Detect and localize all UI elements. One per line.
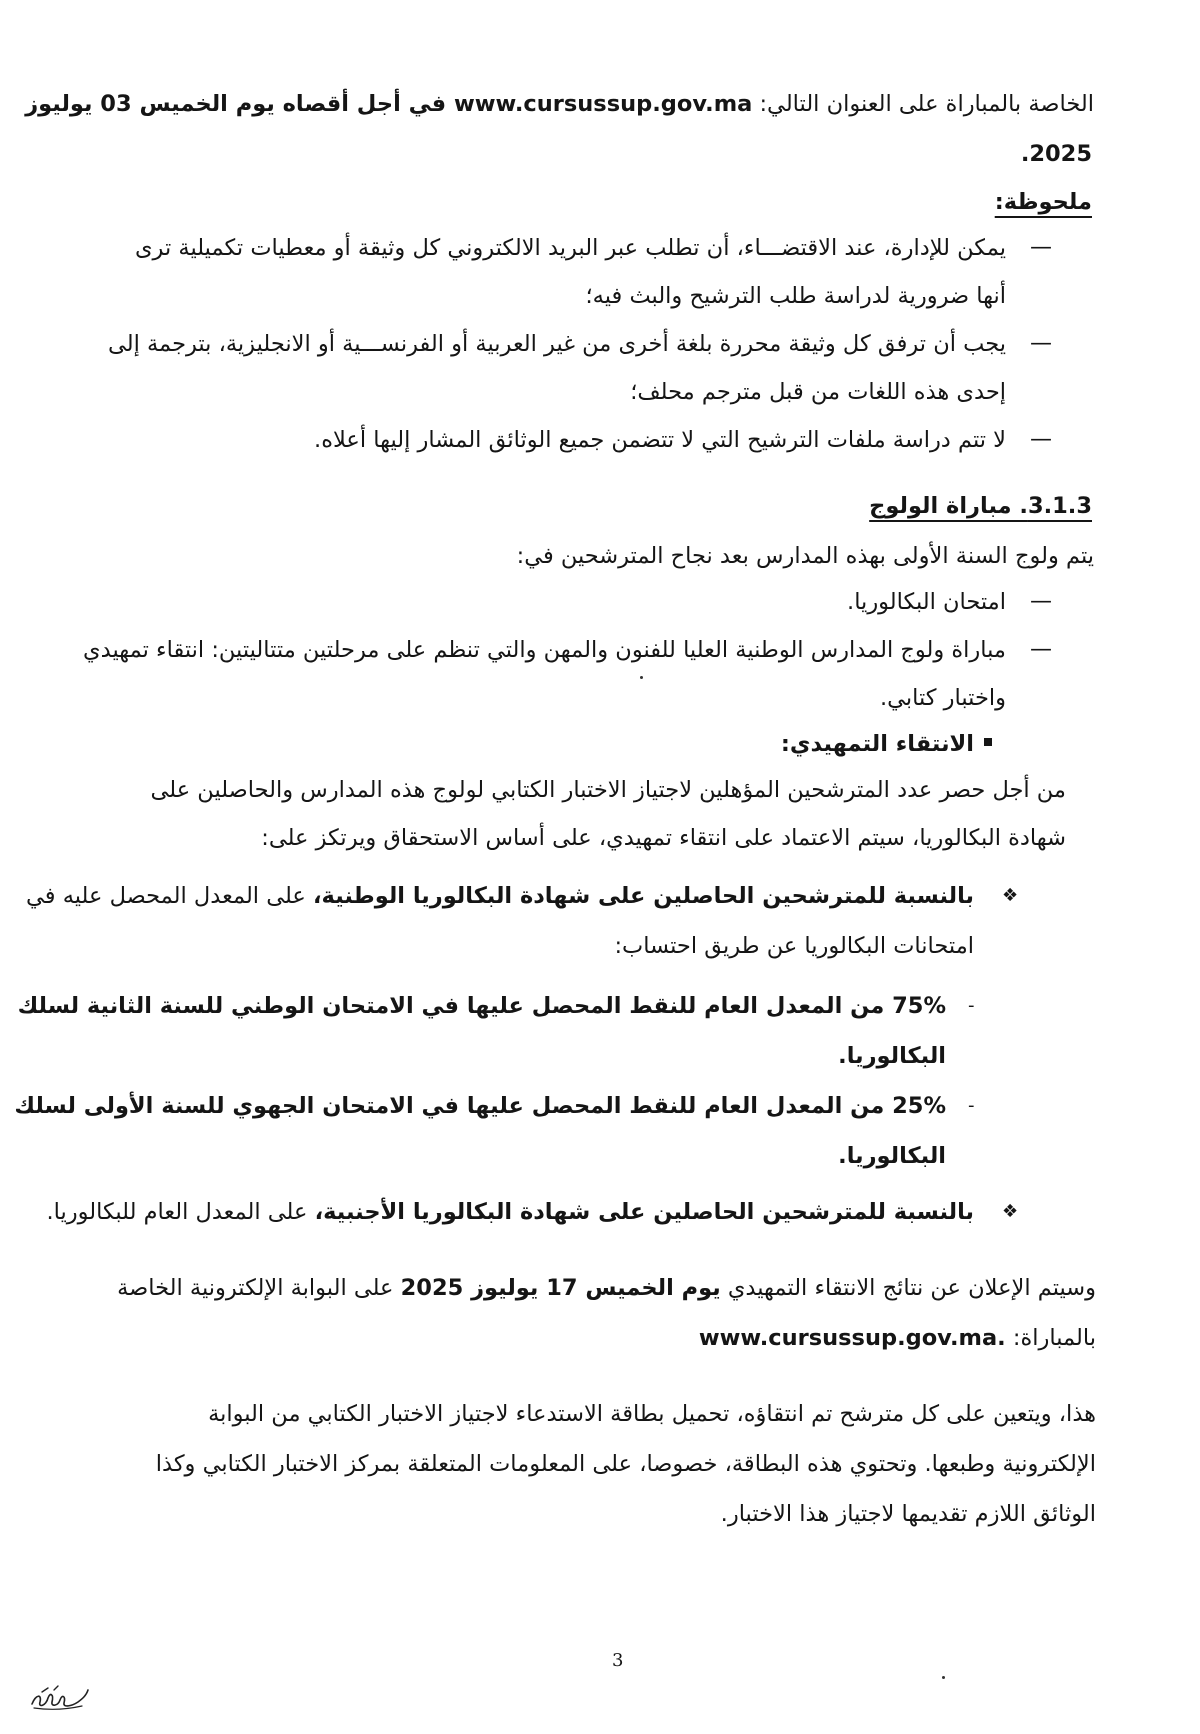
national-bold: بالنسبة للمترشحين الحاصلين على شهادة البكالوريا الوطنية، bbox=[313, 883, 974, 909]
pct75-line-1: 75% من المعدل العام للنقط المحصل عليها في الامتحان الوطني للسنة الثانية لسلك bbox=[17, 993, 946, 1019]
announcement-a: وسيتم الإعلان عن نتائج الانتقاء التمهيدي bbox=[720, 1275, 1096, 1301]
preselection-para-line-1: من أجل حصر عدد المترشحين المؤهلين لاجتياز الاختبار الكتابي لولوج هذه المدارس والحاصلين على bbox=[150, 777, 1066, 803]
final-line-2: الإلكترونية وطبعها. وتحتوي هذه البطاقة، خصوصا، على المعلومات المتعلقة بمركز الاختبار الكتابي وكذا bbox=[155, 1451, 1096, 1477]
pct25-line-1: 25% من المعدل العام للنقط المحصل عليها في الامتحان الجهوي للسنة الأولى لسلك bbox=[14, 1093, 946, 1119]
signature-initials-icon bbox=[28, 1680, 92, 1714]
national-rest: على المعدل المحصل عليه في bbox=[26, 883, 313, 909]
dash-icon: — bbox=[1030, 235, 1052, 260]
section-item-2-line-2: واختبار كتابي. bbox=[879, 685, 1006, 711]
dash-icon: — bbox=[1030, 427, 1052, 452]
foreign-line bbox=[46, 1186, 974, 1238]
top-line-2: 2025. bbox=[1020, 141, 1092, 167]
section-heading: 3.1.3. مباراة الولوج bbox=[869, 493, 1092, 519]
national-line-2: امتحانات البكالوريا عن طريق احتساب: bbox=[614, 933, 974, 959]
foreign-bold: بالنسبة للمترشحين الحاصلين على شهادة البكالوريا الأجنبية، bbox=[314, 1199, 974, 1225]
stray-mark bbox=[942, 1676, 945, 1679]
pct75-line-2: البكالوريا. bbox=[838, 1043, 946, 1069]
deadline-text: في أجل أقصاه يوم الخميس 03 يوليوز bbox=[25, 91, 454, 117]
diamond-bullet-icon: ❖ bbox=[1002, 1201, 1019, 1222]
announcement-line-1 bbox=[117, 1262, 1096, 1314]
note-item-2-line-2: إحدى هذه اللغات من قبل مترجم محلف؛ bbox=[630, 379, 1006, 405]
foreign-rest: على المعدل العام للبكالوريا. bbox=[46, 1199, 315, 1225]
note-item-3: لا تتم دراسة ملفات الترشيح التي لا تتضمن جميع الوثائق المشار إليها أعلاه. bbox=[314, 427, 1006, 453]
hyphen-icon: - bbox=[968, 995, 975, 1016]
announcement-date: يوم الخميس 17 يوليوز 2025 bbox=[400, 1275, 721, 1301]
section-item-2-line-1: مباراة ولوج المدارس الوطنية العليا للفنون والمهن والتي تنظم على مرحلتين متتاليتين: انتقاء تمهيدي bbox=[83, 637, 1006, 663]
dash-icon: — bbox=[1030, 331, 1052, 356]
square-bullet-icon bbox=[984, 738, 992, 746]
announcement-pre: بالمباراة: bbox=[1005, 1325, 1096, 1351]
final-line-1: هذا، ويتعين على كل مترشح تم انتقاؤه، تحميل بطاقة الاستدعاء لاجتياز الاختبار الكتابي من البوابة bbox=[208, 1401, 1096, 1427]
dash-icon: — bbox=[1030, 589, 1052, 614]
note-item-1-line-1: يمكن للإدارة، عند الاقتضـــاء، أن تطلب عبر البريد الالكتروني كل وثيقة أو معطيات تكميلية ترى bbox=[134, 235, 1006, 261]
cursussup-url-2: www.cursussup.gov.ma. bbox=[698, 1325, 1006, 1351]
preselection-heading: الانتقاء التمهيدي: bbox=[780, 731, 974, 757]
page-number: 3 bbox=[612, 1650, 624, 1671]
pct25-line-2: البكالوريا. bbox=[838, 1143, 946, 1169]
cursussup-url-1: www.cursussup.gov.ma bbox=[453, 91, 753, 117]
diamond-bullet-icon: ❖ bbox=[1002, 885, 1019, 906]
hyphen-icon: - bbox=[968, 1095, 975, 1116]
section-item-1: امتحان البكالوريا. bbox=[847, 589, 1006, 615]
note-heading: ملحوظة: bbox=[994, 189, 1092, 215]
top-line-1 bbox=[25, 78, 1094, 130]
stray-mark bbox=[640, 676, 643, 679]
note-item-2-line-1: يجب أن ترفق كل وثيقة محررة بلغة أخرى من غير العربية أو الفرنســـية أو الانجليزية، بترجمة إلى bbox=[107, 331, 1006, 357]
national-line-1 bbox=[26, 870, 974, 922]
note-item-1-line-2: أنها ضرورية لدراسة طلب الترشيح والبث فيه؛ bbox=[585, 283, 1006, 309]
final-line-3: الوثائق اللازم تقديمها لاجتياز هذا الاختبار. bbox=[720, 1501, 1096, 1527]
preselection-para-line-2: شهادة البكالوريا، سيتم الاعتماد على انتقاء تمهيدي، على أساس الاستحقاق ويرتكز على: bbox=[261, 825, 1066, 851]
top-line-1-pre: الخاصة بالمباراة على العنوان التالي: bbox=[752, 91, 1094, 117]
dash-icon: — bbox=[1030, 637, 1052, 662]
section-intro: يتم ولوج السنة الأولى بهذه المدارس بعد نجاح المترشحين في: bbox=[516, 543, 1094, 569]
announcement-c: على البوابة الإلكترونية الخاصة bbox=[117, 1275, 401, 1301]
announcement-line-2 bbox=[699, 1312, 1096, 1364]
